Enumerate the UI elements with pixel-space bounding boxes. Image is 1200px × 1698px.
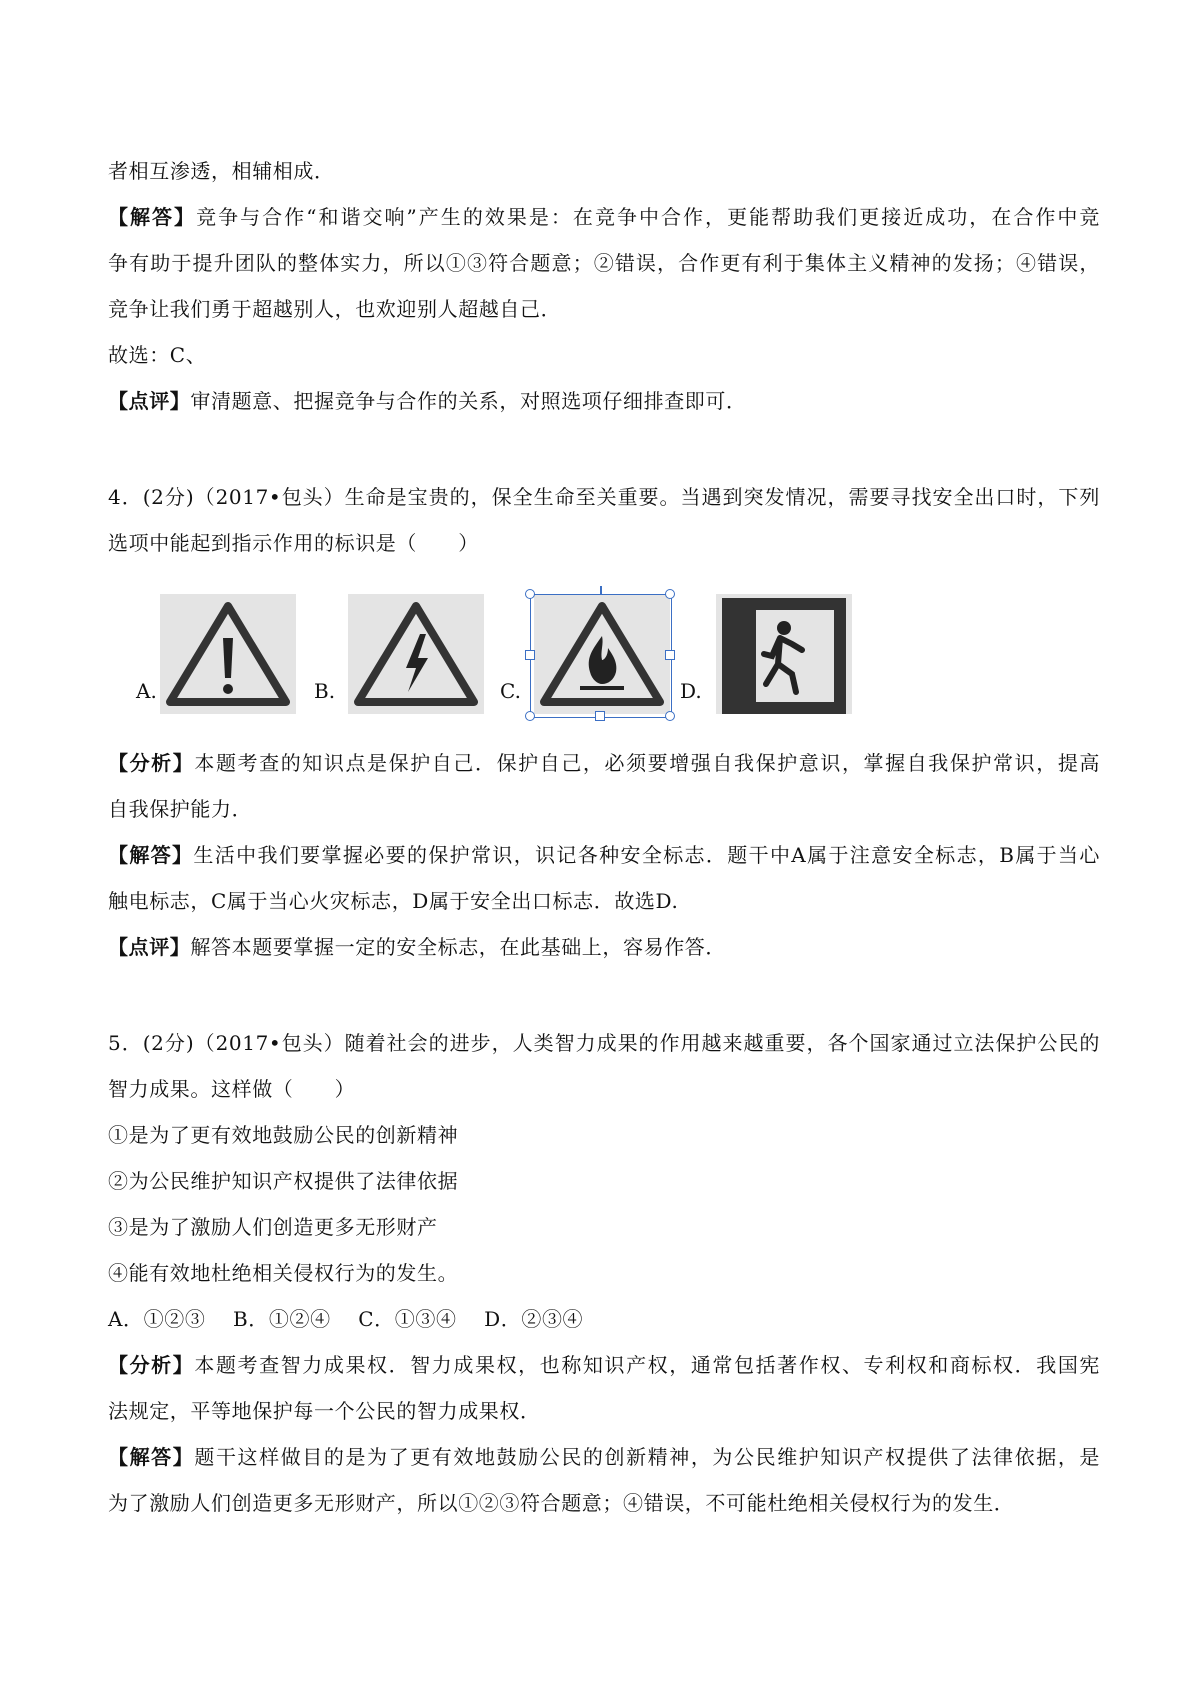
q3-answer-line: 争有助于提升团队的整体实力，所以①③符合题意；②错误，合作更有利于集体主义精神的发扬；④错误， bbox=[108, 251, 1100, 275]
q5-analysis-line bbox=[108, 1342, 1100, 1388]
q5-statement: ①是为了更有效地鼓励公民的创新精神 bbox=[108, 1123, 459, 1147]
q3-text-line: 者相互渗透，相辅相成． bbox=[108, 159, 335, 183]
analysis-text: 本题考查智力成果权．智力成果权，也称知识产权，通常包括著作权、专利权和商标权．我国宪 bbox=[194, 1353, 1101, 1377]
q4-answer-line: 触电标志，C属于当心火灾标志，D属于安全出口标志．故选D. bbox=[108, 889, 679, 913]
analysis-text: 本题考查的知识点是保护自己．保护自己，必须要增强自我保护意识，掌握自我保护常识，提高 bbox=[194, 751, 1101, 775]
resize-handle[interactable] bbox=[595, 711, 605, 721]
image-selection-frame[interactable] bbox=[530, 594, 672, 718]
q5-choices: A．①②③ B．①②④ C．①③④ D．②③④ bbox=[108, 1307, 584, 1331]
q3-review-line bbox=[108, 378, 1100, 424]
review-tag: 【点评】 bbox=[108, 389, 191, 413]
document-page bbox=[108, 148, 1100, 1526]
answer-text: 生活中我们要掌握必要的保护常识，识记各种安全标志．题干中A属于注意安全标志，B属于当心 bbox=[193, 843, 1100, 867]
q4-stem-line: 选项中能起到指示作用的标识是（ ） bbox=[108, 531, 479, 555]
review-tag: 【点评】 bbox=[108, 935, 191, 959]
q5-answer-line bbox=[108, 1434, 1100, 1480]
answer-tag: 【解答】 bbox=[108, 1445, 195, 1469]
q3-answer-line bbox=[108, 194, 1100, 240]
electric-shock-sign bbox=[348, 594, 484, 714]
answer-tag: 【解答】 bbox=[108, 843, 194, 867]
q3-answer-line: 竞争让我们勇于超越别人，也欢迎别人超越自己． bbox=[108, 297, 562, 321]
answer-text: 竞争与合作“和谐交响”产生的效果是：在竞争中合作，更能帮助我们更接近成功，在合作中竞 bbox=[196, 205, 1100, 229]
q5-statement: ③是为了激励人们创造更多无形财产 bbox=[108, 1215, 438, 1239]
analysis-tag: 【分析】 bbox=[108, 751, 195, 775]
q4-sign-options bbox=[108, 594, 1100, 714]
q4-analysis-line bbox=[108, 740, 1100, 786]
warning-exclamation-sign bbox=[160, 594, 296, 714]
q4-stem-line: 4．(2分)（2017•包头）生命是宝贵的，保全生命至关重要。当遇到突发情况，需要寻找安全出口时，下列 bbox=[108, 485, 1100, 509]
resize-handle[interactable] bbox=[665, 711, 675, 721]
resize-handle[interactable] bbox=[665, 650, 675, 660]
q5-answer-line: 为了激励人们创造更多无形财产，所以①②③符合题意；④错误，不可能杜绝相关侵权行为的发生． bbox=[108, 1491, 1015, 1515]
option-a-label: A. bbox=[136, 679, 157, 703]
resize-handle[interactable] bbox=[525, 711, 535, 721]
resize-handle[interactable] bbox=[525, 589, 535, 599]
option-c-label: C. bbox=[500, 679, 521, 703]
rotate-handle[interactable] bbox=[600, 586, 602, 594]
q3-choice: 故选：C、 bbox=[108, 343, 207, 367]
q5-statement: ④能有效地杜绝相关侵权行为的发生。 bbox=[108, 1261, 459, 1285]
q4-analysis-line: 自我保护能力． bbox=[108, 797, 253, 821]
q5-stem-line: 智力成果。这样做（ ） bbox=[108, 1077, 356, 1101]
answer-text: 题干这样做目的是为了更有效地鼓励公民的创新精神，为公民维护知识产权提供了法律依据，是 bbox=[194, 1445, 1101, 1469]
review-text: 审清题意、把握竞争与合作的关系，对照选项仔细排查即可． bbox=[190, 389, 747, 413]
answer-tag: 【解答】 bbox=[108, 205, 197, 229]
option-b-label: B. bbox=[314, 679, 336, 703]
resize-handle[interactable] bbox=[525, 650, 535, 660]
q5-statement: ②为公民维护知识产权提供了法律依据 bbox=[108, 1169, 459, 1193]
q5-analysis-line: 法规定，平等地保护每一个公民的智力成果权． bbox=[108, 1399, 541, 1423]
analysis-tag: 【分析】 bbox=[108, 1353, 195, 1377]
review-text: 解答本题要掌握一定的安全标志，在此基础上，容易作答． bbox=[190, 935, 727, 959]
q4-answer-line bbox=[108, 832, 1100, 878]
q5-stem-line: 5．(2分)（2017•包头）随着社会的进步，人类智力成果的作用越来越重要，各个国家通过立法保护公民的 bbox=[108, 1031, 1100, 1055]
option-d-label: D. bbox=[680, 679, 702, 703]
emergency-exit-sign bbox=[716, 594, 852, 714]
q4-review-line bbox=[108, 924, 1100, 970]
resize-handle[interactable] bbox=[665, 589, 675, 599]
